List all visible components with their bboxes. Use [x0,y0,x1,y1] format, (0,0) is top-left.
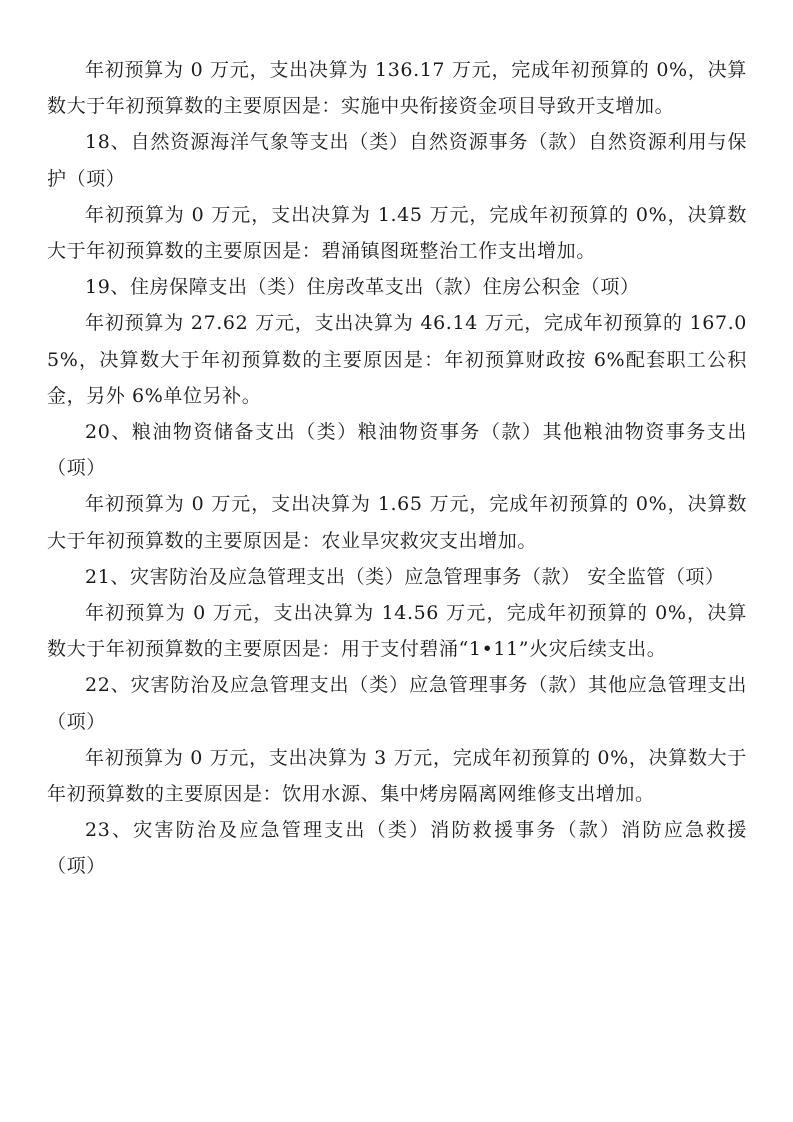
paragraph-budget-1-65: 年初预算为 0 万元，支出决算为 1.65 万元，完成年初预算的 0%，决算数大于年初预算数的主要原因是：农业旱灾救灾支出增加。 [47,493,747,552]
paragraph-budget-3: 年初预算为 0 万元，支出决算为 3 万元，完成年初预算的 0%，决算数大于年初预算数的主要原因是：饮用水源、集中烤房隔离网维修支出增加。 [47,746,747,806]
heading-item-21: 21、灾害防治及应急管理支出（类）应急管理事务（款） 安全监管（项） [85,565,725,588]
heading-item-22: 22、灾害防治及应急管理支出（类）应急管理事务（款）其他应急管理支出（项） [47,674,747,733]
paragraph-budget-14-56: 年初预算为 0 万元，支出决算为 14.56 万元，完成年初预算的 0%，决算数大于年初预算数的主要原因是：用于支付碧涌“1•11”火灾后续支出。 [47,602,747,661]
document-page [47,52,747,885]
heading-item-19: 19、住房保障支出（类）住房改革支出（款）住房公积金（项） [85,276,640,299]
heading-item-20: 20、粮油物资储备支出（类）粮油物资事务（款）其他粮油物资事务支出（项） [47,421,747,480]
heading-item-18: 18、自然资源海洋气象等支出（类）自然资源事务（款）自然资源利用与保护（项） [47,131,747,190]
heading-item-23: 23、灾害防治及应急管理支出（类）消防救援事务（款）消防应急救援（项） [47,819,747,878]
paragraph-budget-136: 年初预算为 0 万元，支出决算为 136.17 万元，完成年初预算的 0%，决算数大于年初预算数的主要原因是：实施中央衔接资金项目导致开支增加。 [47,59,747,118]
paragraph-budget-46-14: 年初预算为 27.62 万元，支出决算为 46.14 万元，完成年初预算的 167.05%，决算数大于年初预算数的主要原因是：年初预算财政按 6%配套职工公积金，另外 6%单位另补。 [47,312,747,407]
paragraph-budget-1-45: 年初预算为 0 万元，支出决算为 1.45 万元，完成年初预算的 0%，决算数大于年初预算数的主要原因是：碧涌镇图斑整治工作支出增加。 [47,203,747,263]
